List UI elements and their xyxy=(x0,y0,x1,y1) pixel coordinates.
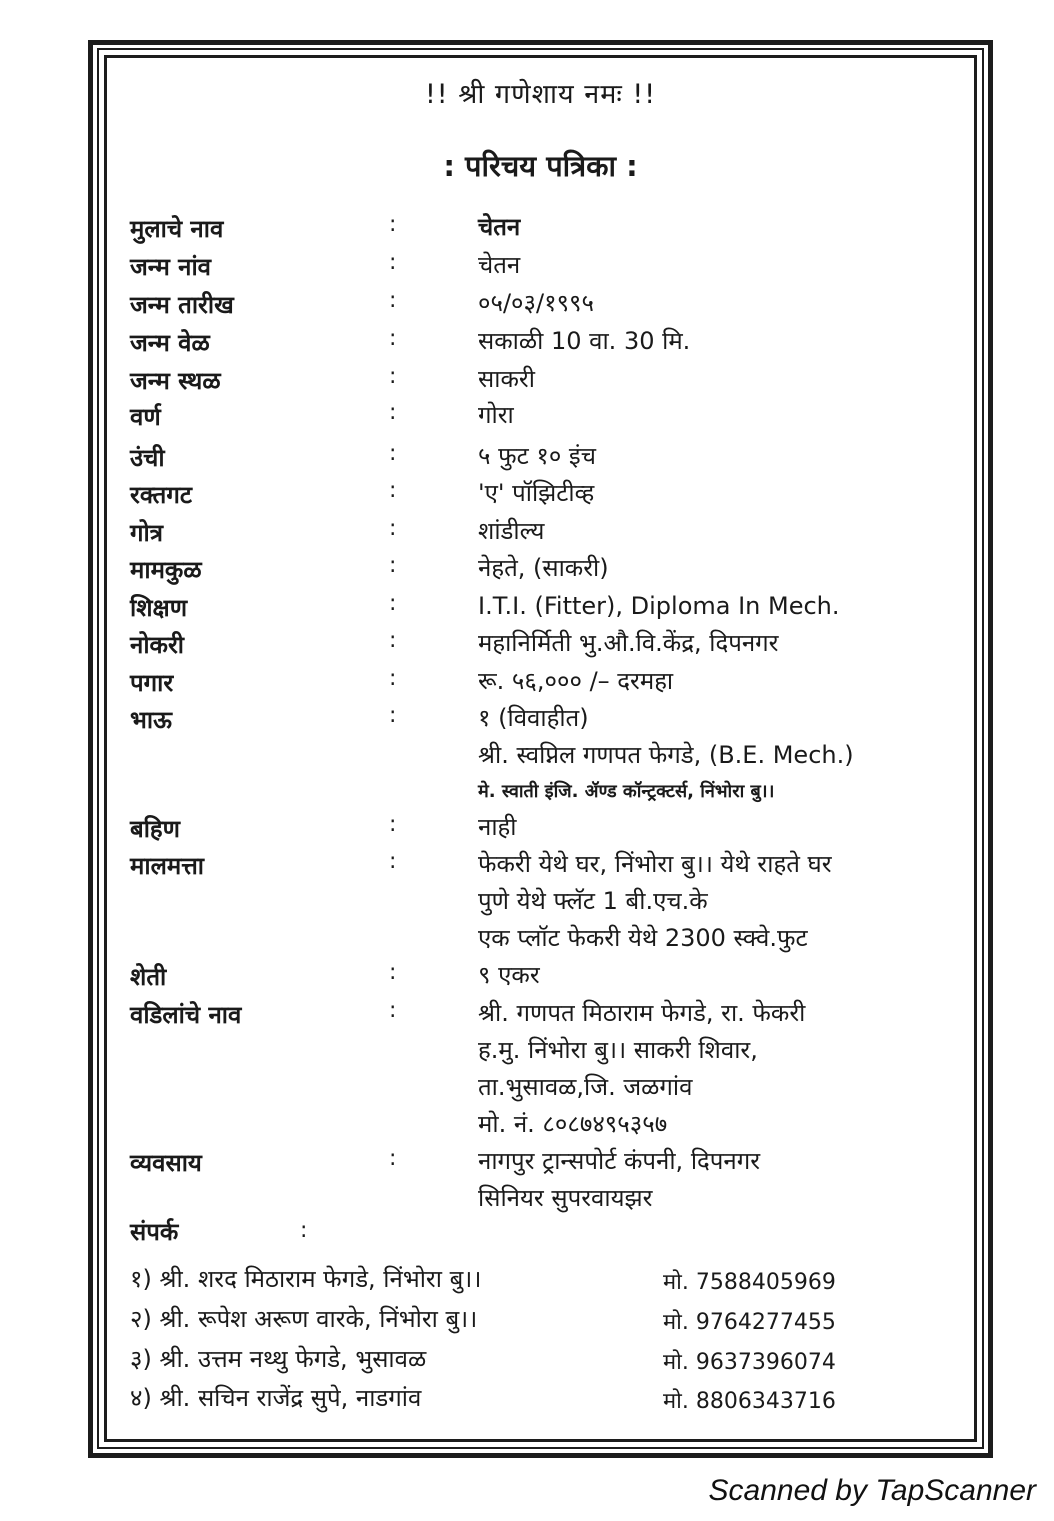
contacts-colon: : xyxy=(300,1218,308,1243)
field-colon: : xyxy=(389,326,397,351)
field-value-line: ५ फुट १० इंच xyxy=(478,442,596,470)
contact-phone: मो. 9764277455 xyxy=(663,1310,836,1335)
contact-name: २) श्री. रूपेश अरूण वारके, निंभोरा बु।। xyxy=(130,1305,478,1333)
invocation-line: !! श्री गणेशाय नमः !! xyxy=(424,79,657,110)
field-value xyxy=(478,364,535,401)
field-label: मालमत्ता xyxy=(130,852,204,880)
field-colon: : xyxy=(389,516,397,541)
field-colon: : xyxy=(389,628,397,653)
contact-name: १) श्री. शरद मिठाराम फेगडे, निंभोरा बु।। xyxy=(130,1265,482,1293)
field-label: जन्म स्थळ xyxy=(130,367,221,395)
field-value-line: 'ए' पॉझिटीव्ह xyxy=(478,479,595,507)
field-value xyxy=(478,960,540,997)
field-colon: : xyxy=(389,960,397,985)
field-label: व्यवसाय xyxy=(130,1149,202,1177)
field-colon: : xyxy=(389,703,397,728)
field-label: मुलाचे नाव xyxy=(130,215,224,243)
field-colon: : xyxy=(389,591,397,616)
scanner-watermark: Scanned by TapScanner xyxy=(708,1474,1036,1507)
field-label: वर्ण xyxy=(130,403,161,431)
field-value-line: चेतन xyxy=(478,251,521,279)
field-value-line: साकरी xyxy=(478,365,535,393)
field-value xyxy=(478,288,594,325)
contact-name: ३) श्री. उत्तम नथ्थु फेगडे, भुसावळ xyxy=(130,1345,427,1373)
field-label: बहिण xyxy=(130,815,181,843)
field-value xyxy=(478,400,514,437)
field-label: गोत्र xyxy=(130,519,163,547)
field-value-line: रू. ५६,००० /– दरमहा xyxy=(478,667,674,695)
field-value-line: नेहते, (साकरी) xyxy=(478,554,609,582)
field-value-line: १ (विवाहीत) xyxy=(478,704,589,732)
contact-phone: मो. 9637396074 xyxy=(663,1350,836,1375)
field-value-line: ०५/०३/१९९५ xyxy=(478,289,595,317)
field-value xyxy=(478,478,594,515)
field-colon: : xyxy=(389,478,397,503)
field-value-line: ता.भुसावळ,जि. जळगांव xyxy=(478,1073,693,1101)
field-value-line: श्री. स्वप्निल गणपत फेगडे, (B.E. Mech.) xyxy=(478,741,854,769)
field-value-line: शांडील्य xyxy=(478,517,545,545)
field-colon: : xyxy=(389,812,397,837)
field-value-line: सकाळी 10 वा. 30 मि. xyxy=(478,327,691,355)
field-colon: : xyxy=(389,998,397,1023)
field-value-line: I.T.I. (Fitter), Diploma In Mech. xyxy=(478,592,840,620)
field-value-line: फेकरी येथे घर, निंभोरा बु।। येथे राहते घर xyxy=(478,850,832,878)
field-colon: : xyxy=(389,400,397,425)
field-label: नोकरी xyxy=(130,631,184,659)
field-label: जन्म तारीख xyxy=(130,291,234,319)
field-value xyxy=(478,628,779,665)
field-colon: : xyxy=(389,849,397,874)
field-value xyxy=(478,703,854,814)
field-value xyxy=(478,212,520,249)
contact-name: ४) श्री. सचिन राजेंद्र सुपे, नाडगांव xyxy=(130,1384,422,1412)
field-value-line: श्री. गणपत मिठाराम फेगडे, रा. फेकरी xyxy=(478,999,806,1027)
field-value xyxy=(478,998,805,1146)
field-value-line: सिनियर सुपरवायझर xyxy=(478,1184,653,1212)
field-label: शेती xyxy=(130,963,167,991)
field-label: भाऊ xyxy=(130,706,172,734)
contacts-heading: संपर्क xyxy=(130,1218,179,1246)
field-label: वडिलांचे नाव xyxy=(130,1001,242,1029)
field-value-line: मे. स्वाती इंजि. ॲण्ड कॉन्ट्रक्टर्स, निंभोरा बु।। xyxy=(478,781,775,802)
field-value-line: गोरा xyxy=(478,401,514,429)
field-value-line: एक प्लॉट फेकरी येथे 2300 स्क्वे.फुट xyxy=(478,924,808,952)
field-colon: : xyxy=(389,441,397,466)
contact-phone: मो. 7588405969 xyxy=(663,1270,836,1295)
field-label: मामकुळ xyxy=(130,556,202,584)
field-value-line: मो. नं. ८०८७४९५३५७ xyxy=(478,1110,668,1138)
field-value xyxy=(478,250,520,287)
field-value-line: ह.मु. निंभोरा बु।। साकरी शिवार, xyxy=(478,1036,758,1064)
field-colon: : xyxy=(389,666,397,691)
document-title: : परिचय पत्रिका : xyxy=(443,149,638,183)
field-value xyxy=(478,441,596,478)
field-label: उंची xyxy=(130,444,165,472)
contact-phone: मो. 8806343716 xyxy=(663,1389,836,1414)
field-value xyxy=(478,849,832,960)
field-colon: : xyxy=(389,288,397,313)
field-value xyxy=(478,516,544,553)
field-value-line: पुणे येथे फ्लॅट 1 बी.एच.के xyxy=(478,887,708,915)
field-colon: : xyxy=(389,212,397,237)
field-value-line: नाही xyxy=(478,813,517,841)
field-value-line: ९ एकर xyxy=(478,961,540,989)
field-label: रक्तगट xyxy=(130,481,192,509)
field-label: जन्म नांव xyxy=(130,253,212,281)
field-value xyxy=(478,812,517,849)
field-value xyxy=(478,1146,760,1220)
field-colon: : xyxy=(389,364,397,389)
field-value-line: नागपुर ट्रान्सपोर्ट कंपनी, दिपनगर xyxy=(478,1147,761,1175)
field-value xyxy=(478,326,690,363)
field-colon: : xyxy=(389,1146,397,1171)
field-colon: : xyxy=(389,553,397,578)
field-label: पगार xyxy=(130,669,174,697)
field-value xyxy=(478,666,673,703)
field-label: शिक्षण xyxy=(130,594,188,622)
field-colon: : xyxy=(389,250,397,275)
field-label: जन्म वेळ xyxy=(130,329,210,357)
field-value-line: चेतन xyxy=(478,213,521,241)
field-value-line: महानिर्मिती भु.औ.वि.केंद्र, दिपनगर xyxy=(478,629,779,657)
field-value xyxy=(478,553,609,590)
field-value xyxy=(478,591,840,628)
